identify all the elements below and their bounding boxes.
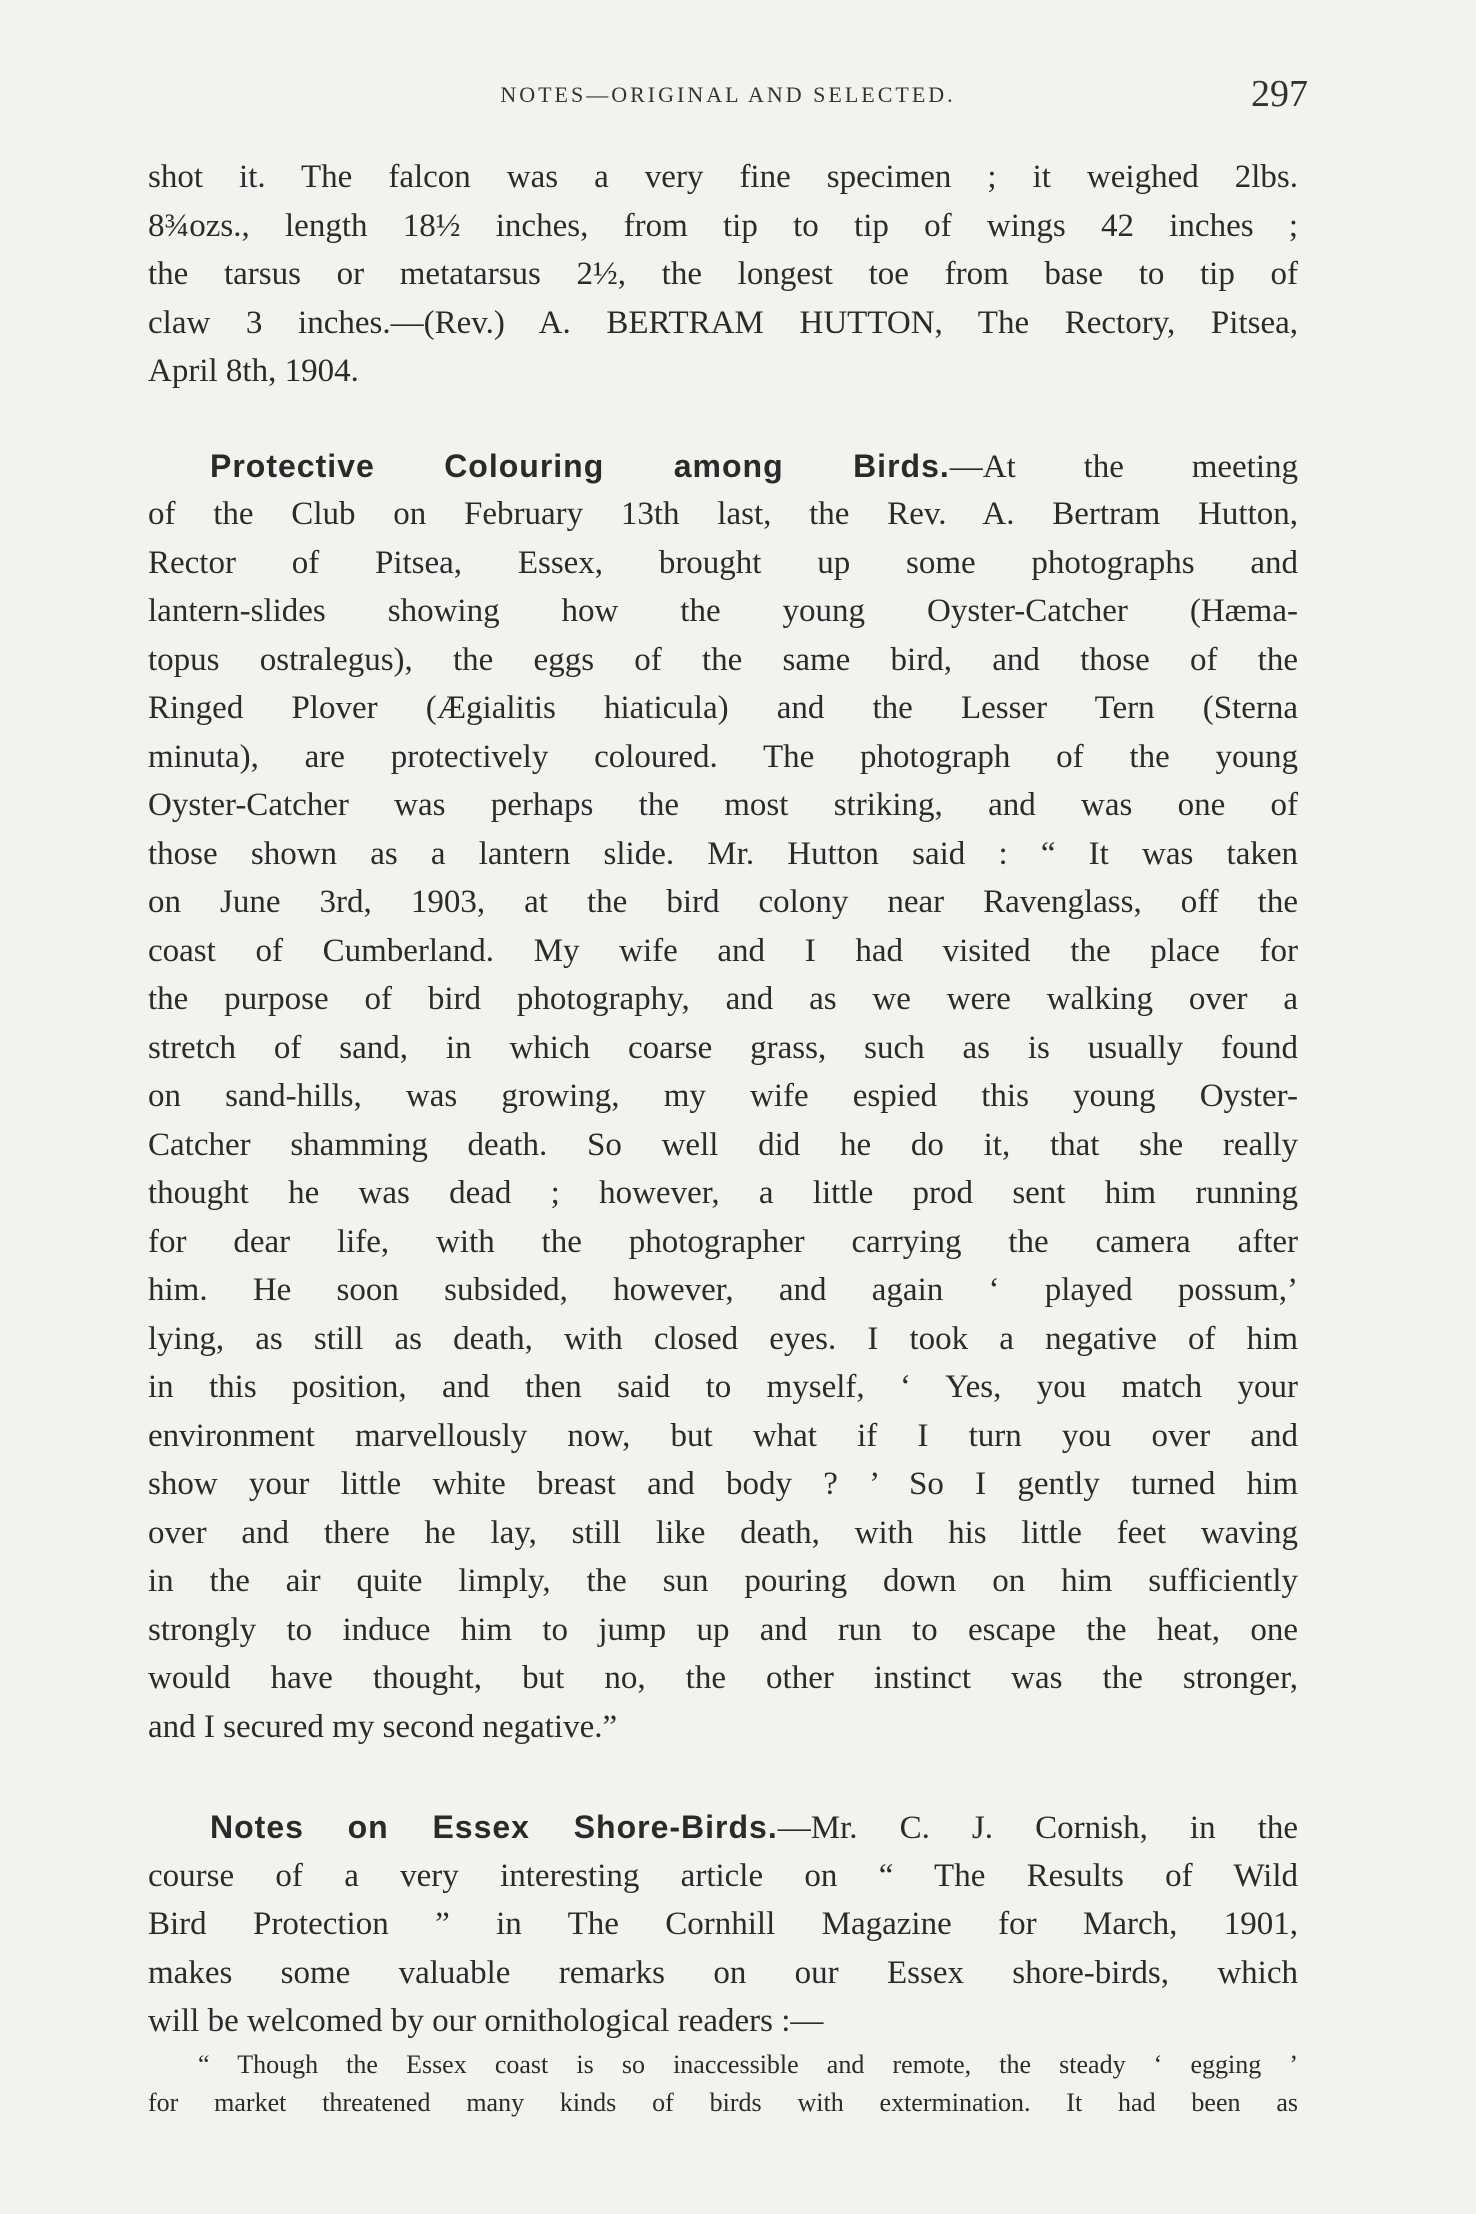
text-line: lantern-slides showing how the young Oyster-Catcher (Hæma- <box>148 593 1298 629</box>
text-line: the tarsus or metatarsus 2½, the longest toe from base to tip of <box>148 256 1298 292</box>
text-run: —Mr. C. J. Cornish, in the <box>777 1810 1299 1846</box>
paragraph-gap <box>148 1751 1298 1803</box>
text-line: course of a very interesting article on “ The Results of Wild <box>148 1857 1298 1894</box>
page-number: 297 <box>1251 73 1308 115</box>
text-line: strongly to induce him to jump up and run to escape the heat, one <box>148 1611 1298 1648</box>
text-line: show your little white breast and body ? ’ So I gently turned him <box>148 1466 1298 1502</box>
text-line: of the Club on February 13th last, the Rev. A. Bertram Hutton, <box>148 496 1298 532</box>
text-line: Rector of Pitsea, Essex, brought up some photographs and <box>148 544 1298 581</box>
running-title: NOTES—ORIGINAL AND SELECTED. <box>500 82 956 107</box>
text-line: shot it. The falcon was a very fine specimen ; it weighed 2lbs. <box>148 159 1298 195</box>
text-line: on sand-hills, was growing, my wife espied this young Oyster- <box>148 1078 1298 1114</box>
text-line: for dear life, with the photographer carrying the camera after <box>148 1223 1298 1260</box>
text-line: Oyster-Catcher was perhaps the most striking, and was one of <box>148 787 1298 823</box>
section-protective-colouring <box>148 442 1298 1752</box>
text-line: coast of Cumberland. My wife and I had visited the place for <box>148 932 1298 969</box>
text-line: Catcher shamming death. So well did he do it, that she really <box>148 1126 1298 1163</box>
text-line: environment marvellously now, but what if I turn you over and <box>148 1417 1298 1454</box>
text-line: would have thought, but no, the other instinct was the stronger, <box>148 1660 1298 1696</box>
text-line: topus ostralegus), the eggs of the same bird, and those of the <box>148 641 1298 678</box>
text-line: in this position, and then said to myself, ‘ Yes, you match your <box>148 1369 1298 1405</box>
text-line: on June 3rd, 1903, at the bird colony near Ravenglass, off the <box>148 884 1298 920</box>
text-line: those shown as a lantern slide. Mr. Hutton said : “ It was taken <box>148 835 1298 872</box>
text-line: will be welcomed by our ornithological readers :— <box>148 2003 824 2039</box>
text-line: stretch of sand, in which coarse grass, such as is usually found <box>148 1029 1298 1066</box>
text-line: makes some valuable remarks on our Essex shore-birds, which <box>148 1954 1298 1991</box>
text-line: Bird Protection ” in The Cornhill Magazine for March, 1901, <box>148 1906 1298 1942</box>
text-line: 8¾ozs., length 18½ inches, from tip to tip of wings 42 inches ; <box>148 207 1298 244</box>
text-line: claw 3 inches.—(Rev.) A. BERTRAM HUTTON, The Rectory, Pitsea, <box>148 304 1298 341</box>
text-line: minuta), are protectively coloured. The photograph of the young <box>148 738 1298 775</box>
text-line: the purpose of bird photography, and as we were walking over a <box>148 981 1298 1017</box>
paragraph-falcon <box>148 153 1298 396</box>
text-line: April 8th, 1904. <box>148 353 359 389</box>
section-first-line <box>148 442 1298 491</box>
body-text <box>148 153 1298 2122</box>
running-head <box>148 73 1308 118</box>
quote-line: for market threatened many kinds of birds with extermination. It had been as <box>148 2087 1298 2117</box>
text-line: and I secured my second negative.” <box>148 1708 618 1745</box>
text-line: thought he was dead ; however, a little prod sent him running <box>148 1175 1298 1211</box>
text-line: over and there he lay, still like death, with his little feet waving <box>148 1514 1298 1551</box>
section-heading: Notes on Essex Shore-Birds. <box>210 1809 778 1845</box>
section-first-line <box>148 1803 1298 1852</box>
section-heading: Protective Colouring among Birds. <box>210 447 950 484</box>
text-run: —At the meeting <box>949 448 1298 485</box>
text-line: Ringed Plover (Ægialitis hiaticula) and the Lesser Tern (Sterna <box>148 690 1298 726</box>
section-essex-shore-birds <box>148 1803 1298 2122</box>
text-line: in the air quite limply, the sun pouring down on him sufficiently <box>148 1563 1298 1599</box>
paragraph-gap <box>148 396 1298 442</box>
quote-line: “ Though the Essex coast is so inaccessible and remote, the steady ‘ egging ’ <box>198 2049 1298 2079</box>
text-line: lying, as still as death, with closed eyes. I took a negative of him <box>148 1320 1298 1357</box>
text-line: him. He soon subsided, however, and again ‘ played possum,’ <box>148 1272 1298 1308</box>
